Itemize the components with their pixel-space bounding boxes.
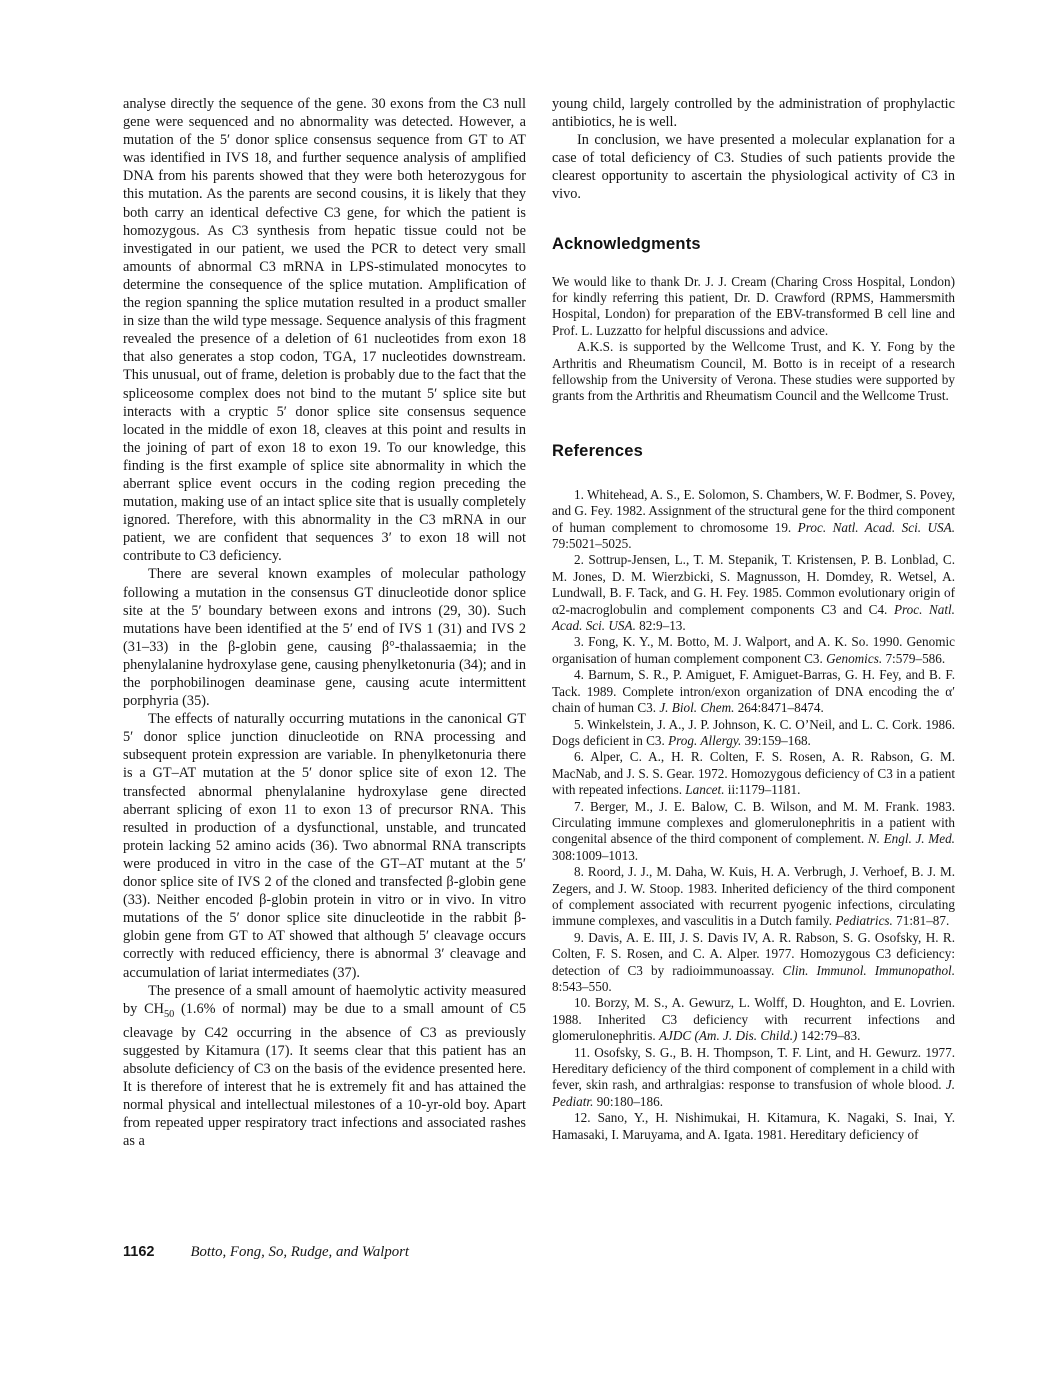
running-title: Botto, Fong, So, Rudge, and Walport	[190, 1244, 409, 1260]
left-column	[123, 95, 526, 1150]
body-paragraph: young child, largely controlled by the administration of prophylactic antibiotics, he is well.	[552, 96, 955, 131]
page-footer	[123, 1243, 409, 1261]
reference-item: 11. Osofsky, S. G., B. H. Thompson, T. F. Lint, and H. Gewurz. 1977. Hereditary deficiency of the third component of complement in a child with fever, skin rash, and arthralgias: response to transfusion of whole blood. J. Pediatr. 90:180–186.	[552, 1044, 955, 1109]
body-paragraph: analyse directly the sequence of the gene. 30 exons from the C3 null gene were sequenced and no abnormality was detected. However, a mutation of the 5′ donor splice consensus sequence from GT to AT was identified in IVS 18, and further sequence analysis of amplified DNA from his parents showed that they were both heterozygous for this mutation. As the parents are second cousins, it is likely that they both carry an identical defective C3 gene, for which the patient is homozygous. As C3 synthesis from hepatic tissue could not be investigated in our patient, we used the PCR to detect very small amounts of abnormal C3 mRNA in LPS-stimulated monocytes to determine the consequence of the splice mutation. Amplification of the region spanning the splice mutation resulted in a product smaller in size than the wild type message. Sequence analysis of this fragment revealed the presence of a deletion of 61 nucleotides from exon 18 that also generates a stop codon, TGA, 17 nucleotides downstream. This unusual, out of frame, deletion is probably due to the fact that the spliceosome complex does not bind to the mutant 5′ splice site but interacts with a cryptic 5′ donor splice site consensus sequence located in the middle of exon 18, cleaves at this point and results in the joining of part of exon 18 to exon 19. To our knowledge, this finding is the first example of splice site abnormality in which the aberrant splice event occurs in the coding region preceding the mutation, making use of an intact splice site that is usually completely ignored. Therefore, with this abnormality in the C3 mRNA in our patient, we are confident that sequences 3′ to exon 18 will not contribute to C3 deficiency.	[123, 96, 526, 565]
body-paragraph: In conclusion, we have presented a molecular explanation for a case of total deficiency of C3. Studies of such patients provide the clearest opportunity to ascertain the physiological activity of C3 in vivo.	[552, 132, 955, 203]
reference-item: 1. Whitehead, A. S., E. Solomon, S. Chambers, W. F. Bodmer, S. Povey, and G. Fey. 1982. Assignment of the structural gene for the third component of human complement to chromosome 19. Proc. Natl. Acad. Sci. USA. 79:5021–5025.	[552, 486, 955, 552]
reference-item: 3. Fong, K. Y., M. Botto, M. J. Walport, and A. K. So. 1990. Genomic organisation of human complement component C3. Genomics. 7:579–586.	[552, 634, 955, 666]
reference-item: 5. Winkelstein, J. A., J. P. Johnson, K. C. O’Neil, and L. C. Cork. 1986. Dogs deficient in C3. Prog. Allergy. 39:159–168.	[552, 716, 955, 748]
body-paragraph: The presence of a small amount of haemolytic activity measured by $CH_{50}$ (1.6% of normal) may be due to a small amount of C5 cleavage by C42 occurring in the absence of C3 as previously suggested by Kitamura (17). It seems clear that this patient has an absolute deficiency of C3 on the basis of the evidence presented here. It is therefore of interest that he is extremely fit and has attained the normal physical and intellectual milestones of a 10-yr-old boy. Apart from repeated upper respiratory tract infections and associated rashes as a	[123, 982, 526, 1150]
references-heading: References	[552, 441, 643, 460]
acknowledgments-paragraph: A.K.S. is supported by the Wellcome Trust, and K. Y. Fong by the Arthritis and Rheumatism Council, M. Botto is in receipt of a research fellowship from the University of Verona. These studies were supported by grants from the Arthritis and Rheumatism Council and the Wellcome Trust.	[552, 339, 955, 404]
reference-item: 7. Berger, M., J. E. Balow, C. B. Wilson, and M. M. Frank. 1983. Circulating immune complexes and glomerulonephritis in a patient with congenital absence of the third component of complement. N. Engl. J. Med. 308:1009–1013.	[552, 798, 955, 863]
page-number: 1162	[123, 1244, 155, 1260]
right-column	[552, 95, 955, 1143]
reference-item: 6. Alper, C. A., H. R. Colten, F. S. Rosen, A. R. Rabson, G. M. MacNab, and J. S. S. Gear. 1972. Homozygous deficiency of C3 in a patient with repeated infections. Lancet. ii:1179–1181.	[552, 749, 955, 798]
reference-item: 9. Davis, A. E. III, J. S. Davis IV, A. R. Rabson, S. G. Osofsky, H. R. Colten, F. S. Rosen, and C. A. Alper. 1977. Homozygous C3 deficiency: detection of C3 by radioimmunoassay. Clin. Immunol. Immunopathol. 8:543–550.	[552, 929, 955, 994]
reference-item: 4. Barnum, S. R., P. Amiguet, F. Amiguet-Barras, G. H. Fey, and B. F. Tack. 1989. Complete intron/exon organization of DNA encoding the α′ chain of human C3. J. Biol. Chem. 264:8471–8474.	[552, 667, 955, 716]
reference-item: 2. Sottrup-Jensen, L., T. M. Stepanik, T. Kristensen, P. B. Lonblad, C. M. Jones, D. M. Wierzbicki, S. Magnusson, H. Domdey, R. Wetsel, A. Lundwall, B. F. Tack, and G. H. Fey. 1985. Common evolutionary origin of α2-macroglobulin and complement components C3 and C4. Proc. Natl. Acad. Sci. USA. 82:9–13.	[552, 552, 955, 634]
reference-item: 8. Roord, J. J., M. Daha, W. Kuis, H. A. Verbrugh, J. Verhoef, B. J. M. Zegers, and J. W. Stoop. 1983. Inherited deficiency of the third component of complement associated with recurrent pyogenic infections, circulating immune complexes, and vasculitis in a Dutch family. Pediatrics. 71:81–87.	[552, 864, 955, 929]
acknowledgments-paragraph: We would like to thank Dr. J. J. Cream (Charing Cross Hospital, London) for kindly referring this patient, Dr. D. Crawford (RPMS, Hammersmith Hospital, London) for preparation of the EBV-transformed B cell line and Prof. L. Luzzatto for helpful discussions and advice.	[552, 273, 955, 338]
reference-list	[552, 487, 955, 1143]
body-paragraph: The effects of naturally occurring mutations in the canonical GT 5′ donor splice junction dinucleotide on RNA processing and subsequent protein expression are variable. In phenylketonuria there is a GT–AT mutation at the 5′ donor splice site of exon 12. The transfected abnormal phenylalanine hydroxylase gene directed aberrant splicing of exon 11 to exon 13 of precursor RNA. This resulted in production of a dysfunctional, unstable, and truncated protein lacking 52 amino acids (36). Two abnormal RNA transcripts were produced in vitro in the case of the GT–AT mutant at the 5′ donor splice site of IVS 2 of the cloned and transfected β-globin gene (33). Neither encoded β-globin protein in vitro or in vivo. In vitro mutations of the 5′ donor splice site dinucleotide in the rabbit β-globin gene from GT to AT showed that although 5′ cleavage occurs correctly with reduced efficiency, there is abnormal 3′ cleavage and accumulation of lariat intermediates (37).	[123, 711, 526, 981]
reference-item: 10. Borzy, M. S., A. Gewurz, L. Wolff, D. Houghton, and E. Lovrien. 1988. Inherited C3 deficiency with recurrent infections and glomerulonephritis. AJDC (Am. J. Dis. Child.) 142:79–83.	[552, 995, 955, 1044]
acknowledgments-heading: Acknowledgments	[552, 234, 701, 253]
body-paragraph: There are several known examples of molecular pathology following a mutation in the consensus GT dinucleotide donor splice site at the 5′ boundary between exons and introns (29, 30). Such mutations have been identified at the 5′ end of IVS 1 (31) and IVS 2 (31–33) in the β-globin gene, causing β°-thalassaemia; in the phenylalanine hydroxylase gene, causing phenylketonuria (34); and in the porphobilinogen deaminase gene, causing acute intermittent porphyria (35).	[123, 566, 526, 710]
reference-item: 12. Sano, Y., H. Nishimukai, H. Kitamura, K. Nagaki, S. Inai, Y. Hamasaki, I. Maruyama, and A. Igata. 1981. Hereditary deficiency of	[552, 1110, 955, 1142]
